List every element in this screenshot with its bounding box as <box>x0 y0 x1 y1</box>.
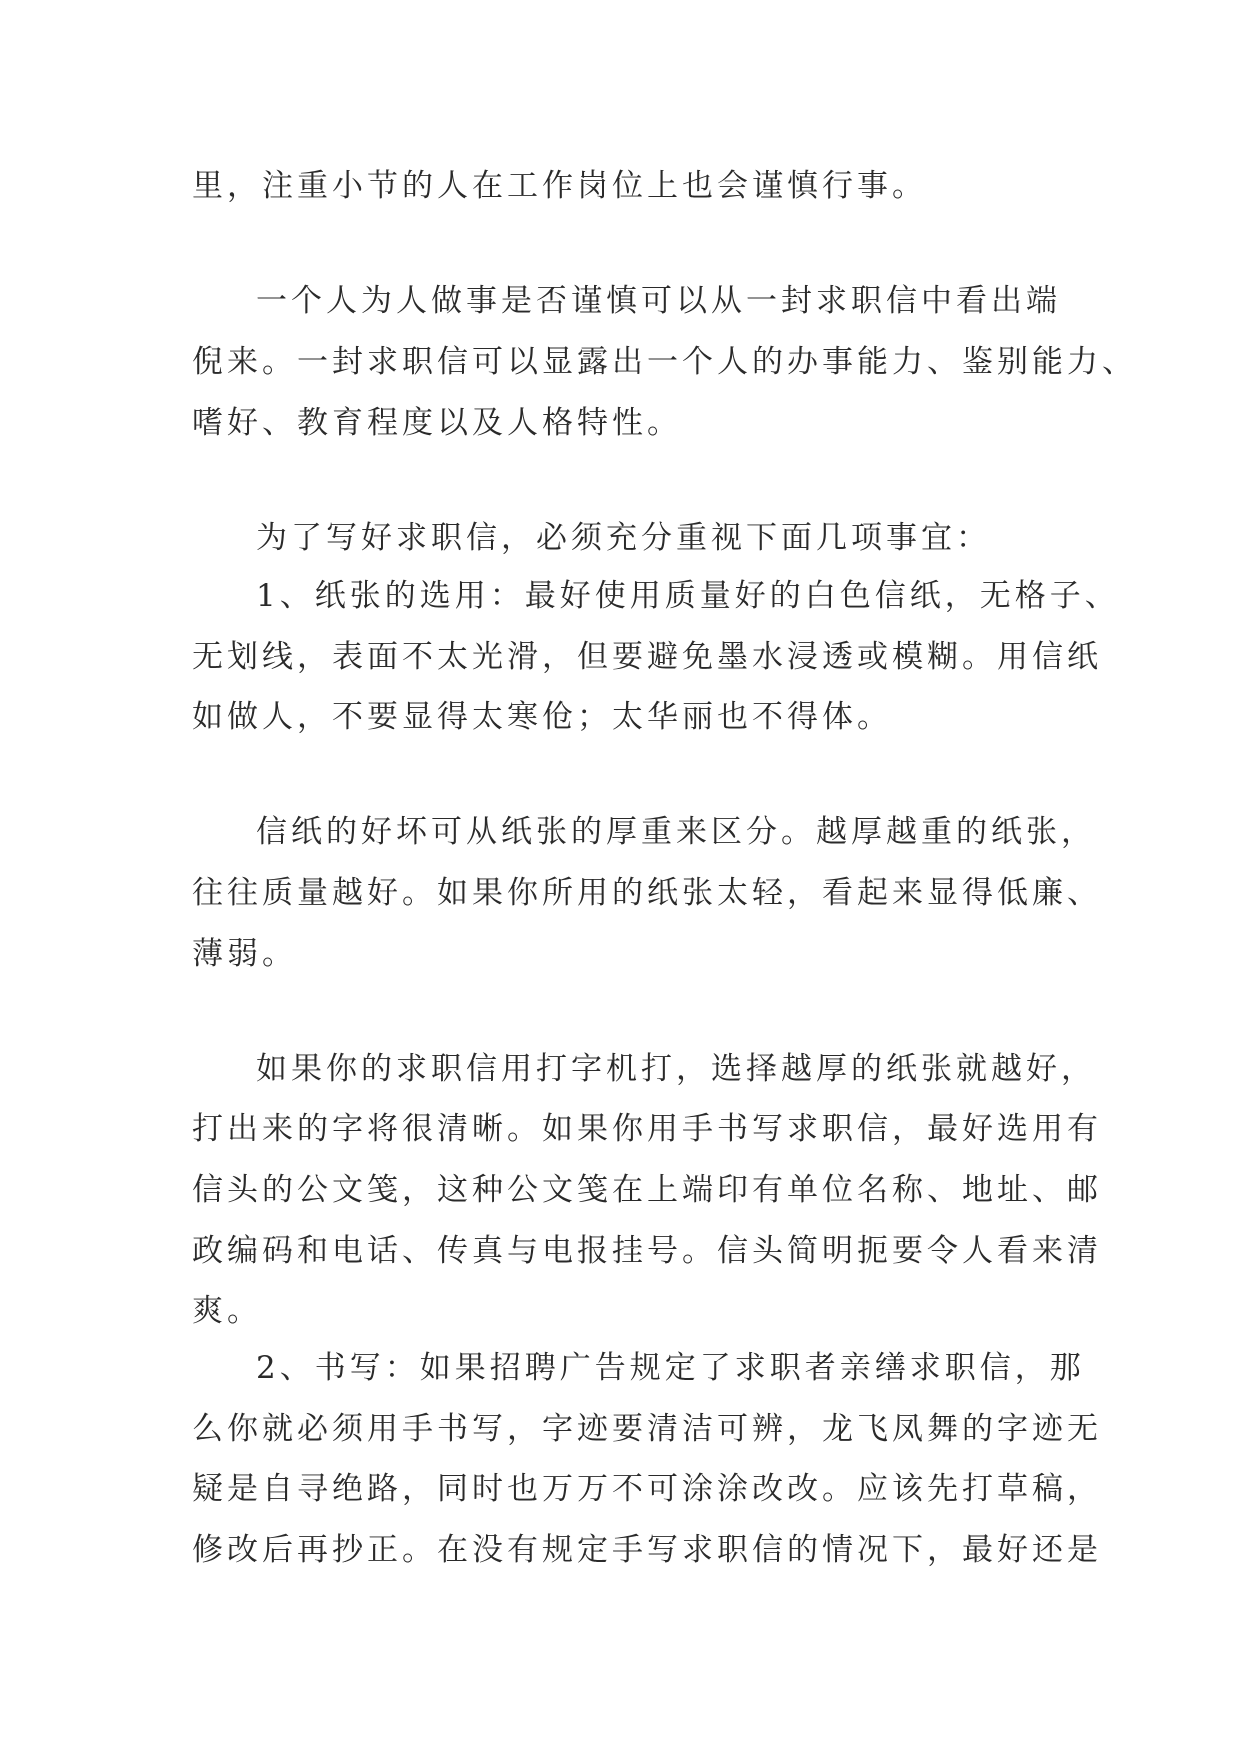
text-line: 倪来。一封求职信可以显露出一个人的办事能力、鉴别能力、 <box>192 344 1137 380</box>
text-line: 往往质量越好。如果你所用的纸张太轻，看起来显得低廉、 <box>192 875 1102 911</box>
text-line: 里，注重小节的人在工作岗位上也会谨慎行事。 <box>192 168 927 204</box>
text-line: 2、书写：如果招聘广告规定了求职者亲缮求职信，那 <box>256 1350 1085 1386</box>
text-line: 为了写好求职信，必须充分重视下面几项事宜： <box>256 520 991 556</box>
text-line: 政编码和电话、传真与电报挂号。信头简明扼要令人看来清 <box>192 1233 1102 1269</box>
text-line: 如做人，不要显得太寒伧；太华丽也不得体。 <box>192 699 892 735</box>
text-line: 如果你的求职信用打字机打，选择越厚的纸张就越好， <box>256 1051 1096 1087</box>
text-line: 信纸的好坏可从纸张的厚重来区分。越厚越重的纸张， <box>256 814 1096 850</box>
text-line: 么你就必须用手书写，字迹要清洁可辨，龙飞凤舞的字迹无 <box>192 1411 1102 1447</box>
text-line: 无划线，表面不太光滑，但要避免墨水浸透或模糊。用信纸 <box>192 639 1102 675</box>
text-line: 疑是自寻绝路，同时也万万不可涂涂改改。应该先打草稿， <box>192 1471 1102 1507</box>
text-line: 嗜好、教育程度以及人格特性。 <box>192 405 682 441</box>
text-line: 一个人为人做事是否谨慎可以从一封求职信中看出端 <box>256 283 1061 319</box>
text-line: 打出来的字将很清晰。如果你用手书写求职信，最好选用有 <box>192 1111 1102 1147</box>
text-line: 1、纸张的选用：最好使用质量好的白色信纸，无格子、 <box>256 578 1120 614</box>
text-line: 信头的公文笺，这种公文笺在上端印有单位名称、地址、邮 <box>192 1172 1102 1208</box>
text-line: 爽。 <box>192 1293 262 1329</box>
text-line: 薄弱。 <box>192 936 297 972</box>
text-line: 修改后再抄正。在没有规定手写求职信的情况下，最好还是 <box>192 1532 1102 1568</box>
